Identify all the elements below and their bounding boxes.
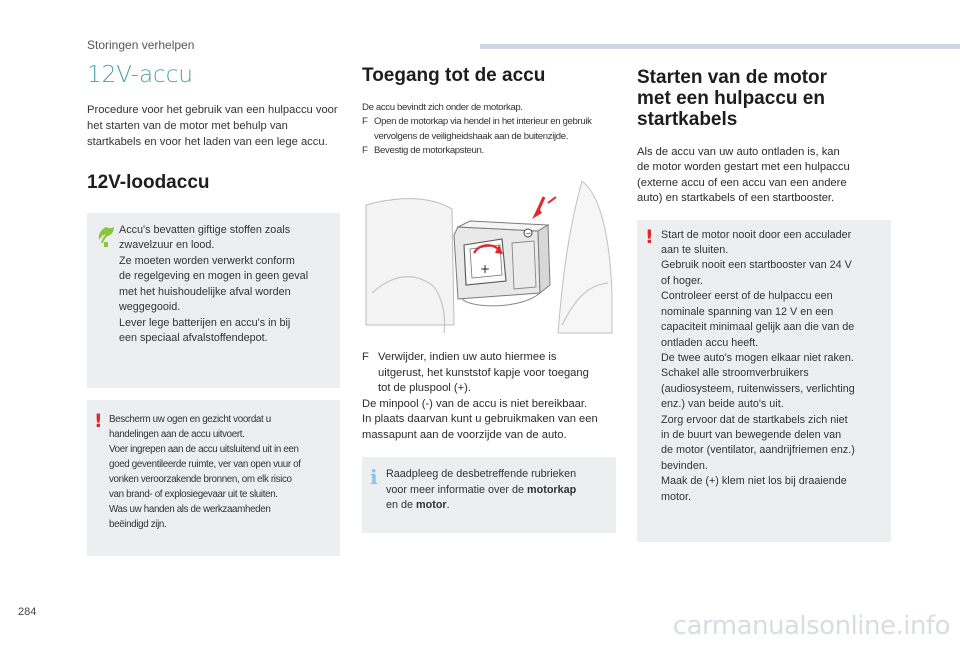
env-line: een speciaal afvalstoffendepot. [119, 332, 268, 345]
info-text-part: en de [386, 499, 417, 511]
info-text-part: . [446, 499, 450, 511]
warning-text [661, 228, 885, 505]
warn-line: van brand- of explosiegevaar uit te sluiten. [109, 488, 278, 500]
warn-line: goed geventileerde ruimte, ver van open vuur of [109, 458, 301, 470]
warn-line: in de buurt van bewegende delen van [661, 428, 842, 441]
warn-line: Controleer eerst of de hulpaccu een [661, 290, 833, 303]
warn-line: of hoger. [661, 274, 704, 287]
text-line: (externe accu of een accu van een andere [637, 176, 847, 189]
step-marker: F [362, 351, 369, 363]
figure-plus-label: + [480, 262, 491, 276]
toegang-intro: De accu bevindt zich onder de motorkap. [362, 101, 523, 113]
env-line: Accu's bevatten giftige stoffen zoals [119, 223, 291, 236]
warn-line: de motor (ventilator, aandrijfriemen enz.) [661, 444, 855, 457]
intro-text: Procedure voor het gebruik van een hulpaccu voor het starten van de motor met behulp van startkabels en voor het laden van een lege accu. [87, 104, 338, 148]
text-line: Als de accu van uw auto ontladen is, kan [637, 145, 840, 158]
text-line: massapunt aan de voorzijde van de auto. [362, 428, 567, 441]
warn-line: Schakel alle stroomverbruikers [661, 367, 809, 380]
warn-line: bevinden. [661, 459, 708, 472]
text-line: De minpool (-) van de accu is niet bereikbaar. [362, 397, 588, 410]
page-number: 284 [18, 606, 37, 618]
starten-intro [637, 145, 891, 207]
title-line: met een hulpaccu en [637, 87, 825, 109]
step-marker: F [362, 145, 368, 157]
info-icon: i [370, 465, 378, 489]
step-line: vervolgens de veiligheidshaak aan de buitenzijde. [374, 130, 569, 142]
text-line: auto) en startkabels of een startbooster. [637, 192, 835, 205]
step-line: Open de motorkap via hendel in het interieur en gebruik [374, 116, 592, 128]
column-12v-accu [87, 62, 340, 556]
warn-line: (audiosysteem, ruitenwissers, verlichting [661, 382, 855, 395]
title-line: Starten van de motor [637, 67, 828, 88]
watermark: carmanualsonline.info [672, 611, 950, 641]
warn-line: aan te sluiten. [661, 244, 729, 257]
link-motor[interactable]: motor [416, 499, 447, 511]
env-line: Lever lege batterijen en accu's in bij [119, 316, 291, 329]
step-3 [362, 350, 616, 397]
starten-title [637, 68, 891, 131]
warn-line: beëindigd zijn. [109, 518, 167, 530]
step-marker: F [362, 116, 368, 128]
warn-line: motor. [661, 490, 692, 503]
step-2 [362, 144, 616, 159]
title-line: startkabels [637, 108, 738, 130]
figure-minus-label: − [525, 230, 532, 238]
minpool-text [362, 397, 616, 444]
info-text [386, 467, 610, 514]
warning-box-safety [87, 400, 340, 556]
warning-icon: ! [94, 409, 103, 432]
section-header: Storingen verhelpen [87, 38, 195, 52]
step-line: Bevestig de motorkapsteun. [374, 145, 484, 157]
text-line: In plaats daarvan kunt u gebruikmaken van een [362, 413, 598, 425]
battery-figure [362, 175, 616, 335]
env-line: de regelgeving en mogen in geen geval [119, 270, 309, 283]
warn-line: Bescherm uw ogen en gezicht voordat u [109, 413, 271, 425]
warning-box-starten [637, 220, 891, 542]
subtitle-loodaccu: 12V-loodaccu [87, 172, 210, 193]
text-line: de motor worden gestart met een hulpaccu [637, 161, 850, 174]
warn-line: De twee auto's mogen elkaar niet raken. [661, 351, 854, 364]
warn-line: capaciteit minimaal gelijk aan die van de [661, 321, 855, 334]
env-line: met het huishoudelijke afval worden [119, 285, 291, 298]
page-title: 12V-accu [87, 62, 193, 88]
column-starten [637, 62, 891, 542]
step-line: tot de pluspool (+). [378, 382, 471, 394]
warning-icon: ! [645, 225, 654, 248]
toegang-title: Toegang tot de accu [362, 65, 546, 86]
warn-line: Gebruik nooit een startbooster van 24 V [661, 259, 852, 272]
recycle-leaf-icon [96, 226, 116, 248]
warn-line: Voer ingrepen aan de accu uitsluitend uit in een [109, 443, 299, 455]
warn-line: vonken veroorzakende bronnen, om elk risico [109, 473, 292, 485]
warn-line: Zorg ervoor dat de startkabels zich niet [661, 413, 848, 426]
info-line [386, 498, 610, 514]
toegang-lower [362, 350, 616, 533]
env-line: zwavelzuur en lood. [119, 239, 215, 252]
warn-line: Start de motor nooit door een acculader [661, 228, 852, 241]
env-line: Ze moeten worden verwerkt conform [119, 254, 295, 267]
warn-line: Was uw handen als de werkzaamheden [109, 503, 271, 515]
step-line: uitgerust, het kunststof kapje voor toegang [378, 366, 589, 379]
environment-text [119, 223, 332, 347]
step-1 [362, 115, 616, 144]
toegang-steps [362, 101, 616, 159]
warn-line: enz.) van beide auto's uit. [661, 398, 784, 411]
info-line: Raadpleeg de desbetreffende rubrieken [386, 468, 577, 480]
column-toegang [362, 62, 616, 159]
warning-text [109, 412, 334, 532]
environment-box [87, 213, 340, 388]
info-box [362, 457, 616, 533]
warn-line: Maak de (+) klem niet los bij draaiende [661, 475, 847, 488]
info-line [386, 483, 610, 499]
env-line: weggegooid. [119, 301, 181, 314]
header-bar [480, 44, 960, 49]
warn-line: handelingen aan de accu uitvoert. [109, 428, 245, 440]
warn-line: ontladen accu heeft. [661, 336, 759, 349]
warn-line: nominale spanning van 12 V en een [661, 305, 834, 318]
info-text-part: voor meer informatie over de [386, 483, 528, 496]
step-line: Verwijder, indien uw auto hiermee is [378, 351, 557, 363]
link-motorkap[interactable]: motorkap [527, 483, 577, 496]
